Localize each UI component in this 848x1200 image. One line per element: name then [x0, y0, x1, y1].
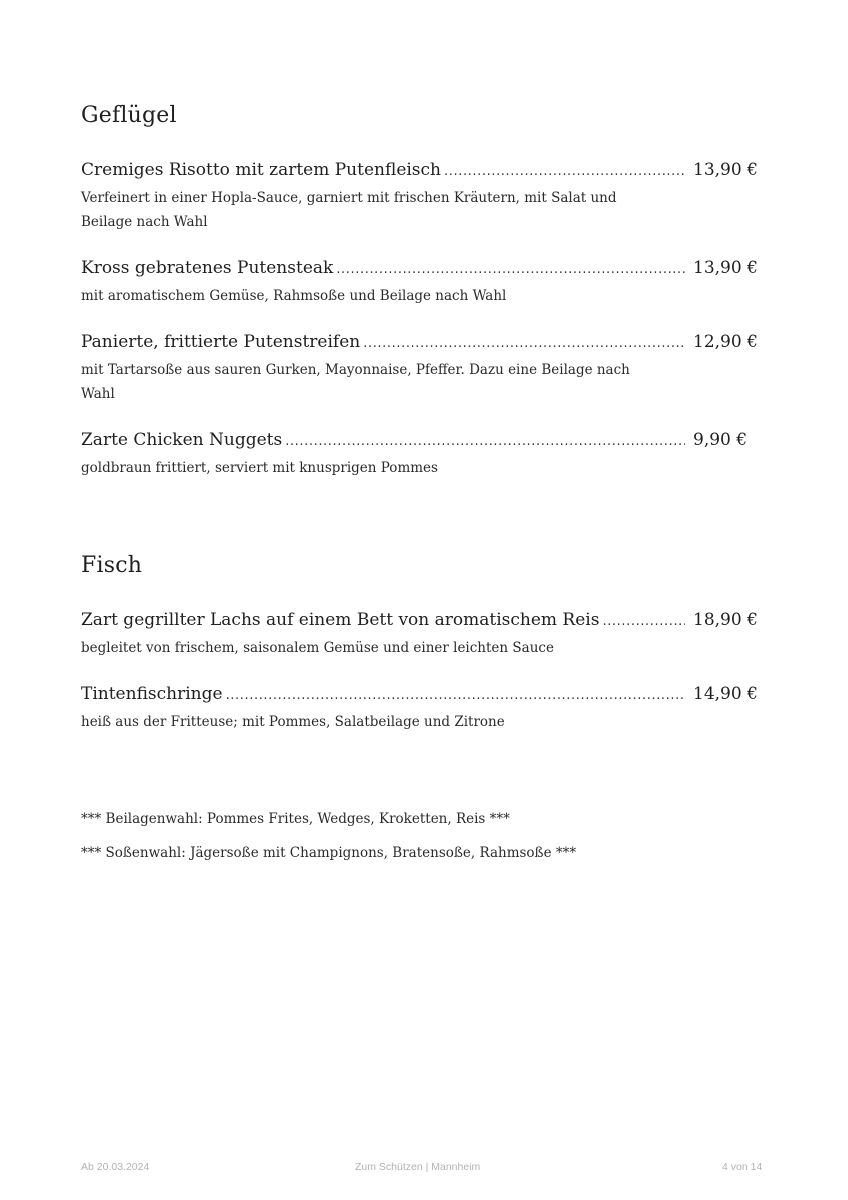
menu-item	[81, 684, 761, 734]
item-name: Zarte Chicken Nuggets	[81, 430, 283, 450]
item-description: begleitet von frischem, saisonalem Gemüse und einer leichten Sauce	[81, 640, 554, 656]
item-name: Kross gebratenes Putensteak	[81, 258, 334, 278]
section-title-gefluegel: Geflügel	[81, 103, 177, 128]
sauce-note: *** Soßenwahl: Jägersoße mit Champignons, Bratensoße, Rahmsoße ***	[81, 845, 577, 861]
item-description: Verfeinert in einer Hopla-Sauce, garniert mit frischen Kräutern, mit Salat und Beilage nach Wahl	[81, 190, 617, 230]
dot-leader	[336, 262, 685, 277]
item-price: 13,90 €	[693, 258, 758, 278]
menu-item	[81, 332, 761, 406]
section-title-fisch: Fisch	[81, 553, 143, 578]
side-dish-note: *** Beilagenwahl: Pommes Frites, Wedges, Kroketten, Reis ***	[81, 811, 510, 827]
menu-item	[81, 258, 761, 308]
dot-leader	[602, 614, 685, 629]
item-description: mit Tartarsoße aus sauren Gurken, Mayonnaise, Pfeffer. Dazu eine Beilage nach Wahl	[81, 362, 630, 402]
dot-leader	[444, 164, 685, 179]
menu-item	[81, 430, 761, 480]
item-name: Zart gegrillter Lachs auf einem Bett von aromatischem Reis	[81, 610, 600, 630]
item-price: 14,90 €	[693, 684, 758, 704]
dot-leader	[363, 336, 685, 351]
item-name: Tintenfischringe	[81, 684, 223, 704]
item-price: 13,90 €	[693, 160, 758, 180]
item-price: 12,90 €	[693, 332, 758, 352]
item-name: Panierte, frittierte Putenstreifen	[81, 332, 361, 352]
item-name: Cremiges Risotto mit zartem Putenfleisch	[81, 160, 442, 180]
item-price: 9,90 €	[693, 430, 748, 450]
footer-date: Ab 20.03.2024	[81, 1161, 150, 1173]
dot-leader	[285, 434, 685, 449]
footer-restaurant: Zum Schützen | Mannheim	[355, 1161, 481, 1173]
footer-page-number: 4 von 14	[722, 1161, 763, 1173]
menu-item	[81, 160, 761, 234]
item-price: 18,90 €	[693, 610, 758, 630]
item-description: heiß aus der Fritteuse; mit Pommes, Salatbeilage und Zitrone	[81, 714, 505, 730]
item-description: goldbraun frittiert, serviert mit knusprigen Pommes	[81, 460, 438, 476]
dot-leader	[226, 688, 685, 703]
item-description: mit aromatischem Gemüse, Rahmsoße und Beilage nach Wahl	[81, 288, 507, 304]
menu-item	[81, 610, 761, 660]
